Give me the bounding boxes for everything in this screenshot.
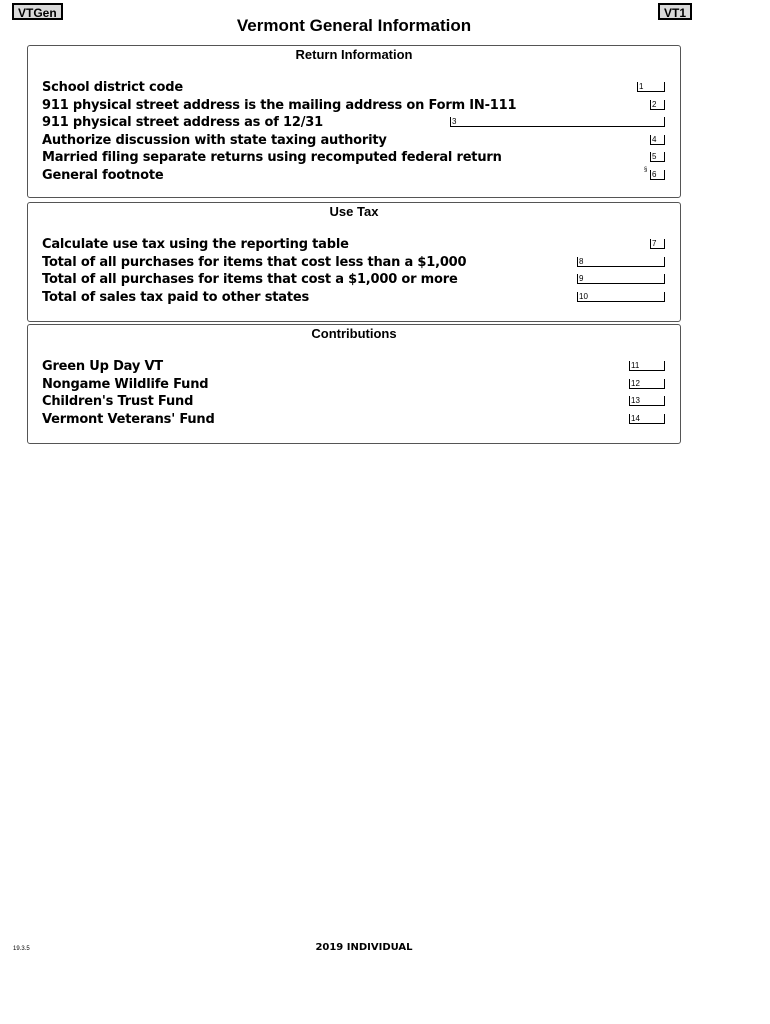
field-6[interactable]: 6 <box>650 170 665 180</box>
general-footnote-label: General footnote <box>42 168 164 183</box>
field-11[interactable]: 11 <box>629 361 665 371</box>
field-9[interactable]: 9 <box>577 274 665 284</box>
field-10[interactable]: 10 <box>577 292 665 302</box>
page-title: Vermont General Information <box>236 16 472 35</box>
veterans-fund-label: Vermont Veterans' Fund <box>42 412 215 427</box>
field-8[interactable]: 8 <box>577 257 665 267</box>
section-title: Use Tax <box>329 204 379 219</box>
school-district-label: School district code <box>42 80 183 95</box>
childrens-trust-label: Children's Trust Fund <box>42 394 194 409</box>
section-title: Contributions <box>311 326 397 341</box>
version-number: 19.3.5 <box>13 946 30 952</box>
address-1231-row <box>42 114 680 131</box>
married-filing-label: Married filing separate returns using recomputed federal return <box>42 150 502 165</box>
field-3[interactable]: 3 <box>450 117 665 127</box>
field-5[interactable]: 5 <box>650 152 665 162</box>
field-13[interactable]: 13 <box>629 396 665 406</box>
field-4[interactable]: 4 <box>650 135 665 145</box>
general-footnote-row <box>42 167 680 184</box>
authorize-discussion-label: Authorize discussion with state taxing authority <box>42 133 387 148</box>
sales-tax-other-states-row <box>42 289 680 306</box>
nongame-wildlife-row <box>42 376 680 393</box>
field-14[interactable]: 14 <box>629 414 665 424</box>
form-tag-vt1[interactable]: VT1 <box>658 3 692 20</box>
purchases-under-1000-label: Total of all purchases for items that cost less than a $1,000 <box>42 255 467 270</box>
field-2[interactable]: 2 <box>650 100 665 110</box>
school-district-row <box>42 79 680 96</box>
form-tag-vtgen[interactable]: VTGen <box>12 3 63 20</box>
authorize-discussion-row <box>42 132 680 149</box>
mailing-address-row <box>42 97 680 114</box>
field-7[interactable]: 7 <box>650 239 665 249</box>
purchases-under-1000-row <box>42 254 680 271</box>
green-up-day-label: Green Up Day VT <box>42 359 163 374</box>
married-filing-row <box>42 149 680 166</box>
footnote-mark: § <box>644 167 648 173</box>
veterans-fund-row <box>42 411 680 428</box>
section-title: Return Information <box>295 47 413 62</box>
mailing-address-label: 911 physical street address is the mailing address on Form IN-111 <box>42 98 517 113</box>
address-1231-label: 911 physical street address as of 12/31 <box>42 115 323 130</box>
field-12[interactable]: 12 <box>629 379 665 389</box>
use-tax-table-row <box>42 236 680 253</box>
sales-tax-other-states-label: Total of sales tax paid to other states <box>42 290 309 305</box>
use-tax-table-label: Calculate use tax using the reporting table <box>42 237 349 252</box>
childrens-trust-row <box>42 393 680 410</box>
purchases-over-1000-row <box>42 271 680 288</box>
return-information-section <box>27 45 681 198</box>
form-type-footer: 2019 INDIVIDUAL <box>315 942 413 953</box>
purchases-over-1000-label: Total of all purchases for items that cost a $1,000 or more <box>42 272 458 287</box>
green-up-day-row <box>42 358 680 375</box>
nongame-wildlife-label: Nongame Wildlife Fund <box>42 377 209 392</box>
use-tax-section <box>27 202 681 322</box>
contributions-section <box>27 324 681 444</box>
field-1[interactable]: 1 <box>637 82 665 92</box>
